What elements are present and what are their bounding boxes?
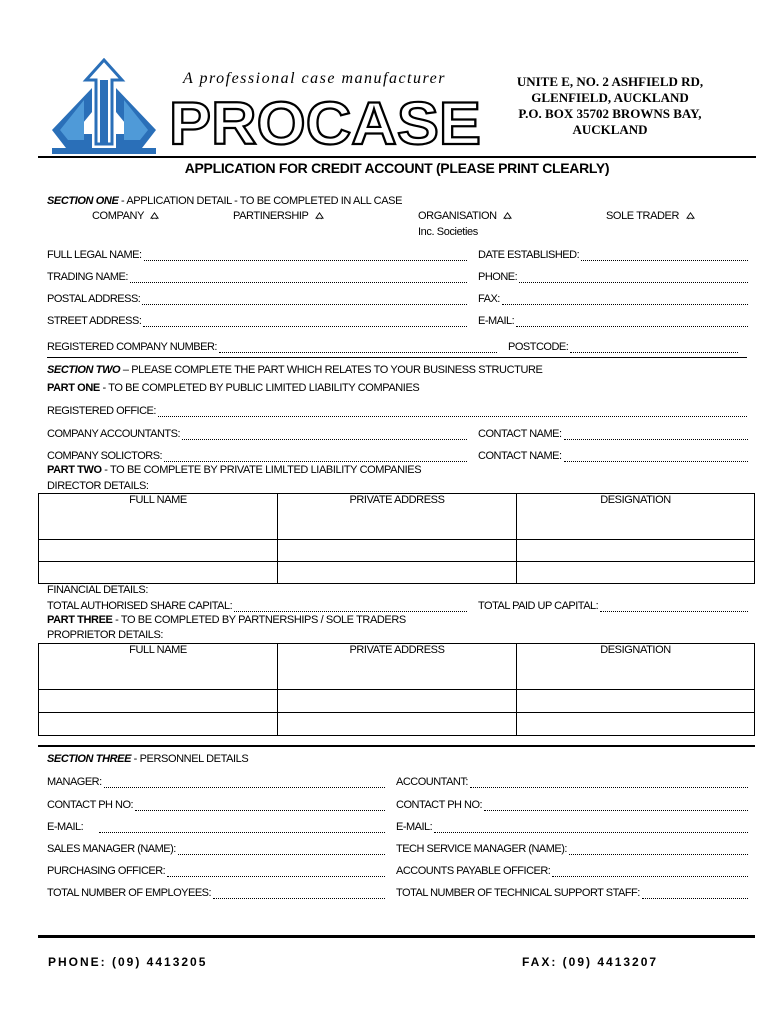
company-solicitors-field[interactable] [47, 448, 467, 462]
table-cell[interactable] [517, 690, 755, 713]
field-line[interactable] [130, 272, 467, 283]
field-line[interactable] [219, 342, 497, 353]
total-tech-support-staff-field[interactable] [396, 885, 748, 899]
section-subtitle: - APPLICATION DETAIL - TO BE COMPLETED IN ALL CASE [118, 195, 403, 207]
field-label: DATE ESTABLISHED: [478, 249, 580, 261]
part-text: - TO BE COMPLETED BY PARTNERSHIPS / SOLE TRADERS [112, 614, 406, 626]
hand-checkbox-icon[interactable] [315, 211, 324, 220]
director-details-label: DIRECTOR DETAILS: [47, 480, 149, 492]
fax-field[interactable] [478, 291, 748, 305]
field-line[interactable] [569, 844, 748, 855]
postcode-field[interactable] [508, 339, 738, 353]
option-sole-trader[interactable] [606, 210, 695, 222]
field-line[interactable] [144, 250, 468, 261]
contact-name-field[interactable] [478, 426, 748, 440]
table-row [39, 540, 755, 562]
field-line[interactable] [142, 294, 467, 305]
field-label: PHONE: [478, 271, 518, 283]
table-cell[interactable] [278, 540, 517, 562]
field-label: TOTAL NUMBER OF EMPLOYEES: [47, 887, 212, 899]
table-cell[interactable] [517, 540, 755, 562]
part-two-heading [47, 464, 421, 476]
option-label: PARTINERSHIP [233, 210, 309, 222]
table-row [39, 713, 755, 736]
company-address [500, 74, 720, 138]
field-label: REGISTERED COMPANY NUMBER: [47, 341, 217, 353]
field-line[interactable] [519, 272, 748, 283]
registered-company-number-field[interactable] [47, 339, 497, 353]
sales-manager-field[interactable] [47, 841, 385, 855]
part-label: PART ONE [47, 382, 100, 394]
table-cell[interactable] [517, 562, 755, 584]
address-line: UNITE E, NO. 2 ASHFIELD RD, [516, 74, 704, 89]
page-title: APPLICATION FOR CREDIT ACCOUNT (PLEASE PRINT CLEARLY) [184, 160, 610, 176]
part-three-heading [47, 614, 406, 626]
field-line[interactable] [158, 406, 747, 417]
field-line[interactable] [581, 250, 748, 261]
table-header-row [39, 644, 755, 690]
section-label: SECTION ONE [47, 195, 119, 207]
field-line[interactable] [570, 342, 738, 353]
full-legal-name-field[interactable] [47, 247, 467, 261]
option-label: SOLE TRADER [606, 210, 680, 222]
company-accountants-field[interactable] [47, 426, 467, 440]
table-cell[interactable] [39, 690, 278, 713]
contact-phone-field[interactable] [396, 797, 748, 811]
field-label: E-MAIL: [396, 821, 433, 833]
hand-checkbox-icon[interactable] [503, 211, 512, 220]
table-cell[interactable] [39, 540, 278, 562]
proprietor-table [38, 643, 755, 736]
address-line: P.O. BOX 35702 BROWNS BAY, [518, 106, 702, 121]
procase-logo-icon [48, 58, 160, 158]
footer-fax: FAX: (09) 4413207 [522, 955, 659, 969]
table-cell[interactable] [278, 562, 517, 584]
footer-divider [38, 935, 755, 938]
field-label: CONTACT NAME: [478, 450, 562, 462]
field-label: ACCOUNTANT: [396, 776, 468, 788]
column-header: DESIGNATION [517, 494, 755, 540]
part-text: - TO BE COMPLETE BY PRIVATE LIMLTED LIABILITY COMPANIES [101, 464, 422, 476]
manager-field[interactable] [47, 774, 385, 788]
registered-office-field[interactable] [47, 403, 747, 417]
phone-field[interactable] [478, 269, 748, 283]
section-subtitle: – PLEASE COMPLETE THE PART WHICH RELATES TO YOUR BUSINESS STRUCTURE [120, 364, 543, 376]
field-line[interactable] [143, 316, 467, 327]
field-line[interactable] [600, 601, 748, 612]
option-partnership[interactable] [233, 210, 324, 222]
address-line: GLENFIELD, AUCKLAND [531, 90, 689, 105]
tagline: A professional case manufacturer [183, 70, 446, 87]
field-label: ACCOUNTS PAYABLE OFFICER: [396, 865, 551, 877]
total-authorised-share-capital-field[interactable] [47, 598, 467, 612]
field-label: TOTAL PAID UP CAPITAL: [478, 600, 599, 612]
field-line[interactable] [164, 451, 467, 462]
column-header: FULL NAME [39, 494, 278, 540]
field-label: COMPANY SOLICTORS: [47, 450, 163, 462]
field-label: CONTACT PH NO: [396, 799, 483, 811]
field-line[interactable] [213, 888, 385, 899]
field-label: SALES MANAGER (NAME): [47, 843, 176, 855]
hand-checkbox-icon[interactable] [150, 211, 159, 220]
field-label: TRADING NAME: [47, 271, 128, 283]
table-cell[interactable] [517, 713, 755, 736]
hand-checkbox-icon[interactable] [686, 211, 695, 220]
field-line[interactable] [642, 888, 748, 899]
column-header: PRIVATE ADDRESS [278, 644, 517, 690]
option-label: COMPANY [92, 210, 144, 222]
field-line[interactable] [470, 777, 748, 788]
field-label: E-MAIL: [478, 315, 515, 327]
accountant-field[interactable] [396, 774, 748, 788]
purchasing-officer-field[interactable] [47, 863, 385, 877]
field-line[interactable] [178, 844, 385, 855]
option-organisation[interactable] [418, 210, 512, 222]
column-header: FULL NAME [39, 644, 278, 690]
section-three-heading [47, 753, 248, 765]
total-paid-up-capital-field[interactable] [478, 598, 748, 612]
tech-service-manager-field[interactable] [396, 841, 748, 855]
section-divider [38, 745, 755, 747]
header-divider [38, 156, 756, 158]
footer-phone: PHONE: (09) 4413205 [48, 955, 208, 969]
column-header: DESIGNATION [517, 644, 755, 690]
brand-name: PROCASE [169, 90, 481, 152]
field-line[interactable] [167, 866, 385, 877]
field-line[interactable] [182, 429, 467, 440]
field-label: CONTACT PH NO: [47, 799, 134, 811]
total-employees-field[interactable] [47, 885, 385, 899]
email-field[interactable] [478, 313, 748, 327]
address-line: AUCKLAND [572, 122, 648, 137]
section-one-heading [47, 195, 402, 207]
field-line[interactable] [564, 451, 748, 462]
column-header: PRIVATE ADDRESS [278, 494, 517, 540]
financial-details-label: FINANCIAL DETAILS: [47, 584, 148, 596]
section-label: SECTION TWO [47, 364, 121, 376]
field-label: TECH SERVICE MANAGER (NAME): [396, 843, 567, 855]
brand-wordmark [165, 90, 485, 152]
director-table [38, 493, 755, 584]
option-company[interactable] [92, 210, 159, 222]
field-line[interactable] [234, 601, 467, 612]
table-row [39, 690, 755, 713]
field-line[interactable] [564, 429, 748, 440]
table-cell[interactable] [278, 690, 517, 713]
field-label: POSTAL ADDRESS: [47, 293, 141, 305]
date-established-field[interactable] [478, 247, 748, 261]
part-label: PART THREE [47, 614, 113, 626]
field-label: FAX: [478, 293, 500, 305]
field-label: POSTCODE: [508, 341, 569, 353]
field-line[interactable] [104, 777, 385, 788]
section-two-heading [47, 364, 543, 376]
field-line[interactable] [516, 316, 748, 327]
field-line[interactable] [99, 822, 385, 833]
personnel-email-field[interactable] [47, 819, 385, 833]
field-label: STREET ADDRESS: [47, 315, 142, 327]
part-text: - TO BE COMPLETED BY PUBLIC LIMITED LIABILITY COMPANIES [99, 382, 420, 394]
field-label: TOTAL AUTHORISED SHARE CAPITAL: [47, 600, 233, 612]
proprietor-details-label: PROPRIETOR DETAILS: [47, 629, 164, 641]
field-label: COMPANY ACCOUNTANTS: [47, 428, 181, 440]
field-label: MANAGER: [47, 776, 102, 788]
section-subtitle: - PERSONNEL DETAILS [131, 753, 249, 765]
section-label: SECTION THREE [47, 753, 132, 765]
table-cell[interactable] [39, 562, 278, 584]
part-one-heading [47, 382, 419, 394]
table-cell[interactable] [39, 713, 278, 736]
field-label: PURCHASING OFFICER: [47, 865, 166, 877]
street-address-field[interactable] [47, 313, 467, 327]
table-cell[interactable] [278, 713, 517, 736]
trading-name-field[interactable] [47, 269, 467, 283]
table-header-row [39, 494, 755, 540]
field-line[interactable] [502, 294, 748, 305]
field-line[interactable] [484, 800, 748, 811]
section-divider [47, 357, 747, 358]
part-label: PART TWO [47, 464, 102, 476]
personnel-email-field[interactable] [396, 819, 748, 833]
field-line[interactable] [434, 822, 748, 833]
table-row [39, 562, 755, 584]
field-label: TOTAL NUMBER OF TECHNICAL SUPPORT STAFF: [396, 887, 640, 899]
accounts-payable-officer-field[interactable] [396, 863, 748, 877]
field-line[interactable] [552, 866, 748, 877]
field-label: REGISTERED OFFICE: [47, 405, 156, 417]
field-label: FULL LEGAL NAME: [47, 249, 142, 261]
field-label: CONTACT NAME: [478, 428, 562, 440]
organisation-note: Inc. Societies [418, 226, 478, 238]
contact-name-field[interactable] [478, 448, 748, 462]
contact-phone-field[interactable] [47, 797, 385, 811]
postal-address-field[interactable] [47, 291, 467, 305]
field-line[interactable] [135, 800, 385, 811]
option-label: ORGANISATION [418, 210, 497, 222]
field-label: E-MAIL: [47, 821, 84, 833]
